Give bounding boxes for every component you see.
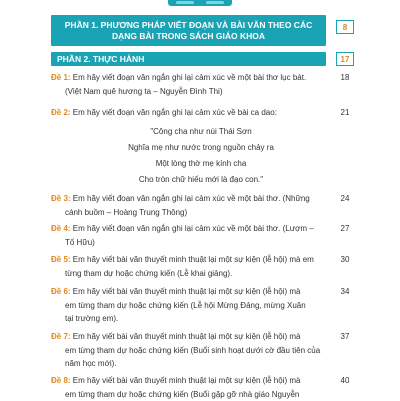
toc-entry-de-3[interactable]	[51, 192, 341, 219]
toc-entry-de-7[interactable]	[51, 330, 341, 371]
toc-entry-de-5[interactable]	[51, 253, 341, 280]
header-tab-decoration	[168, 0, 232, 6]
poem-line: "Công cha như núi Thái Sơn	[51, 124, 341, 140]
entry-page-number: 27	[336, 222, 354, 236]
poem-line: Cho tròn chữ hiếu mới là đạo con."	[51, 172, 341, 188]
entry-page-number: 37	[336, 330, 354, 344]
entry-label: Đề 1:	[51, 73, 71, 82]
entry-text-line2: (Việt Nam quê hương ta – Nguyễn Đình Thi)	[51, 85, 341, 99]
entry-text-line2: cánh buồm – Hoàng Trung Thông)	[51, 206, 341, 220]
entry-text-line3: năm học mới).	[51, 357, 341, 371]
section-2-page-number: 17	[336, 52, 354, 66]
entry-text-line2: Tố Hữu)	[51, 236, 341, 250]
toc-entry-de-6[interactable]	[51, 285, 341, 326]
entry-page-number: 24	[336, 192, 354, 206]
entry-label: Đề 4:	[51, 224, 71, 233]
entry-text-line1: Em hãy viết bài văn thuyết minh thuật lại một sự kiện (lễ hội) mà	[73, 332, 301, 341]
entry-text-line1: Em hãy viết đoạn văn ngắn ghi lại cảm xúc về một bài thơ. (Lượm –	[73, 224, 314, 233]
entry-text-line1: Em hãy viết bài văn thuyết minh thuật lại một sự kiện (lễ hội) mà	[73, 287, 301, 296]
section-2-heading[interactable]: PHẦN 2. THỰC HÀNH	[51, 52, 326, 66]
entry-page-number: 30	[336, 253, 354, 267]
section-1-page-number: 8	[336, 20, 354, 34]
poem-block	[51, 124, 341, 188]
entry-label: Đề 2:	[51, 108, 71, 117]
entry-text-line2: từng tham dự hoặc chứng kiến (Lễ khai giảng).	[51, 267, 341, 281]
poem-line: Một lòng thờ mẹ kính cha	[51, 156, 341, 172]
entry-text-line2: em từng tham dự hoặc chứng kiến (Buổi gặp gỡ nhà giáo Nguyễn	[51, 388, 341, 401]
entry-page-number: 18	[336, 71, 354, 85]
toc-entry-de-2[interactable]	[51, 106, 341, 120]
entry-label: Đề 5:	[51, 255, 71, 264]
entry-label: Đề 8:	[51, 376, 71, 385]
entry-page-number: 21	[336, 106, 354, 120]
entry-text-line1: Em hãy viết đoạn văn ngắn ghi lại cảm xúc về bài ca dao:	[73, 108, 277, 117]
entry-page-number: 34	[336, 285, 354, 299]
entry-text-line2: em từng tham dự hoặc chứng kiến (Lễ hội Mừng Đảng, mừng Xuân	[51, 299, 341, 313]
entry-text-line2: em từng tham dự hoặc chứng kiến (Buổi sinh hoạt dưới cờ đầu tiên của	[51, 344, 341, 358]
entry-text-line1: Em hãy viết đoạn văn ngắn ghi lại cảm xúc về một bài thơ lục bát.	[73, 73, 306, 82]
entry-text-line1: Em hãy viết đoạn văn ngắn ghi lại cảm xúc về một bài thơ. (Những	[73, 194, 310, 203]
entry-label: Đề 3:	[51, 194, 71, 203]
entry-text-line1: Em hãy viết bài văn thuyết minh thuật lại một sự kiện (lễ hội) mà	[73, 376, 301, 385]
entry-label: Đề 6:	[51, 287, 71, 296]
entry-text-line3: tại trường em).	[51, 312, 341, 326]
toc-entry-de-8[interactable]	[51, 374, 341, 401]
entry-text-line1: Em hãy viết bài văn thuyết minh thuật lại một sự kiện (lễ hội) mà em	[73, 255, 314, 264]
entry-label: Đề 7:	[51, 332, 71, 341]
poem-line: Nghĩa mẹ như nước trong nguồn chảy ra	[51, 140, 341, 156]
toc-entry-de-1[interactable]	[51, 71, 341, 98]
entry-page-number: 40	[336, 374, 354, 388]
toc-entry-de-4[interactable]	[51, 222, 341, 249]
section-1-heading[interactable]: PHẦN 1. PHƯƠNG PHÁP VIẾT ĐOẠN VÀ BÀI VĂN THEO CÁC DẠNG BÀI TRONG SÁCH GIÁO KHOA	[51, 15, 326, 46]
